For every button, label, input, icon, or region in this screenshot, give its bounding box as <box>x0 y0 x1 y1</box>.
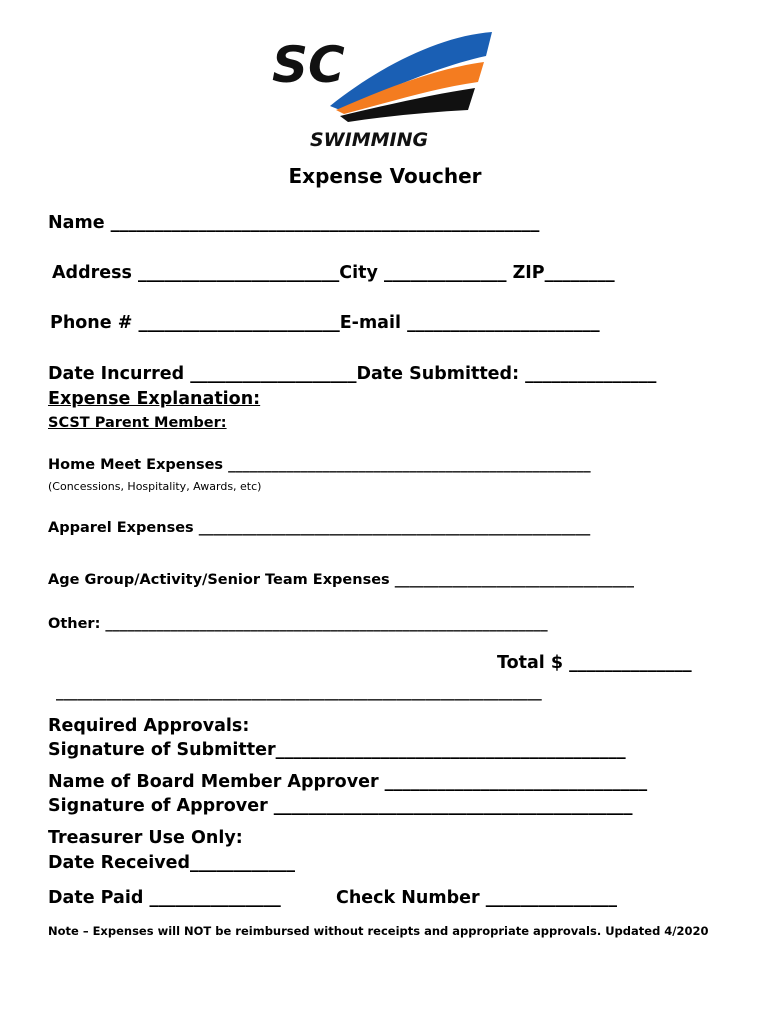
expense-explanation-heading: Expense Explanation: <box>48 389 261 409</box>
apparel-field[interactable]: Apparel Expenses ______________________________________________________ <box>48 520 591 536</box>
board-member-field[interactable]: Name of Board Member Approver ______________________________ <box>48 772 648 792</box>
home-meet-note: (Concessions, Hospitality, Awards, etc) <box>48 480 262 493</box>
address-field[interactable]: Address _______________________City ______________ ZIP________ <box>52 263 615 283</box>
sc-swimming-logo <box>270 26 500 154</box>
date-received-field[interactable]: Date Received____________ <box>48 853 296 873</box>
parent-member-subheading: SCST Parent Member: <box>48 415 227 431</box>
phone-field[interactable]: Phone # _______________________E-mail ______________________ <box>50 313 600 333</box>
page-title: Expense Voucher <box>288 164 482 188</box>
logo-swimming-text: SWIMMING <box>310 129 429 151</box>
total-field[interactable]: Total $ ______________ <box>497 653 692 673</box>
check-number-field[interactable]: Check Number _______________ <box>336 888 617 908</box>
age-group-field[interactable]: Age Group/Activity/Senior Team Expenses _________________________________ <box>48 572 634 588</box>
date-paid-field[interactable]: Date Paid _______________ <box>48 888 281 908</box>
approver-signature-field[interactable]: Signature of Approver _________________________________________ <box>48 796 633 816</box>
reimbursement-note: Note – Expenses will NOT be reimbursed without receipts and appropriate approvals. Updated 4/2020 <box>48 924 709 938</box>
required-approvals-heading: Required Approvals: <box>48 716 250 736</box>
name-field[interactable]: Name _________________________________________________ <box>48 213 540 233</box>
treasurer-heading: Treasurer Use Only: <box>48 828 243 848</box>
home-meet-field[interactable]: Home Meet Expenses __________________________________________________ <box>48 457 591 473</box>
other-field[interactable]: Other: _____________________________________________________________ <box>48 616 548 632</box>
logo-sc-text: SC <box>272 36 345 94</box>
dates-field[interactable]: Date Incurred ___________________Date Submitted: _______________ <box>48 364 657 384</box>
submitter-signature-field[interactable]: Signature of Submitter________________________________________ <box>48 740 626 760</box>
separator-line: ___________________________________________________________________ <box>56 685 542 701</box>
